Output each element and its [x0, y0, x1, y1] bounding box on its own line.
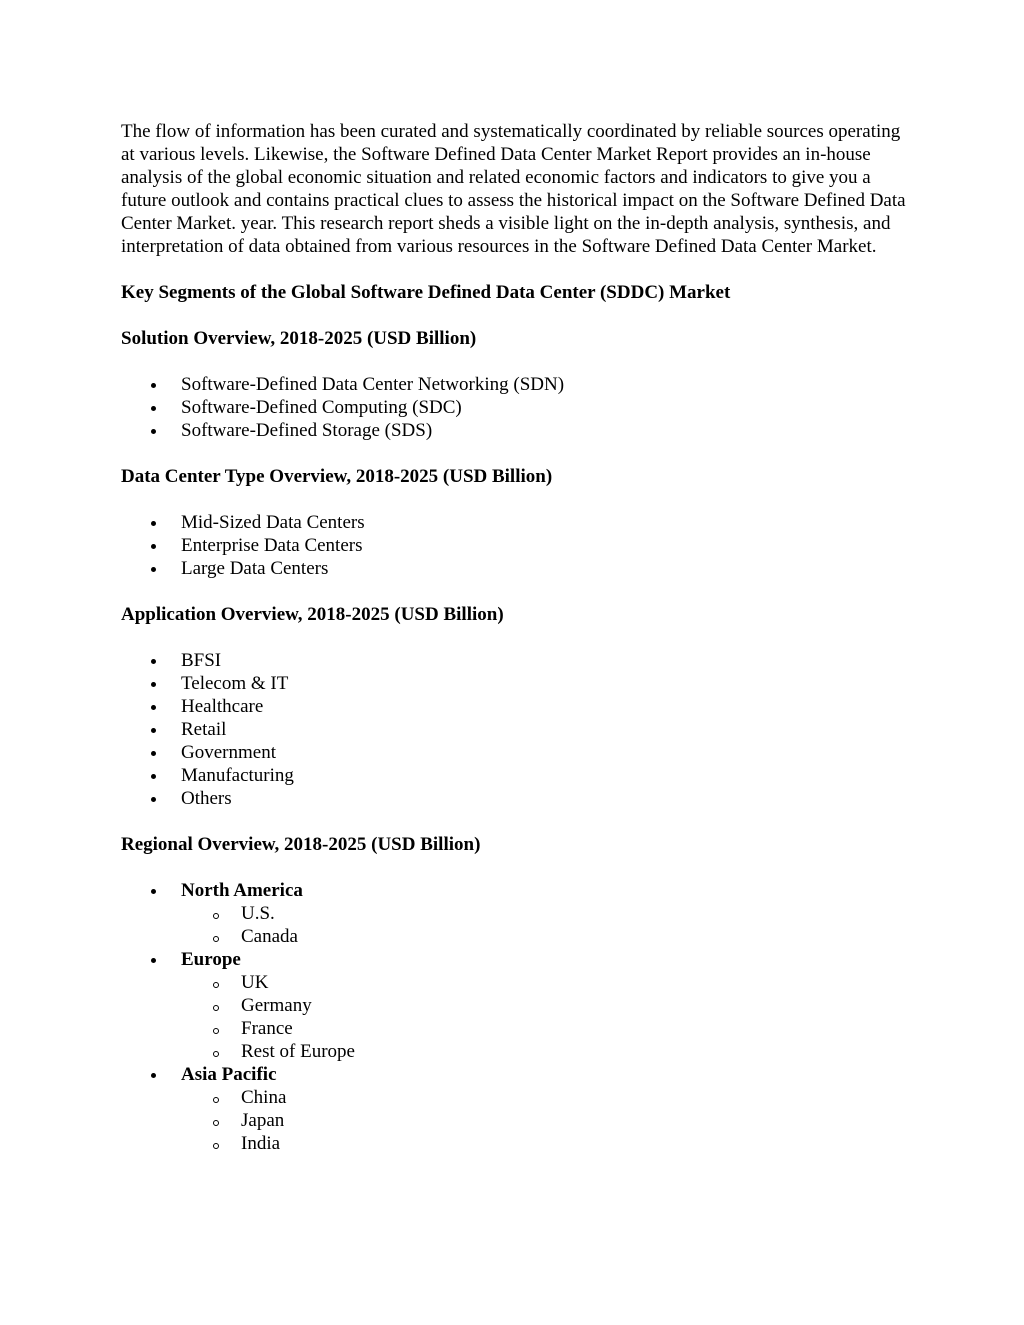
- bullet-icon: [151, 889, 156, 894]
- circle-bullet-icon: [213, 1005, 219, 1011]
- application-list: [121, 649, 911, 810]
- circle-bullet-icon: [213, 982, 219, 988]
- list-item: Canada: [181, 925, 911, 948]
- dc-type-list: [121, 511, 911, 580]
- dc-type-heading: Data Center Type Overview, 2018-2025 (USD Billion): [121, 466, 553, 487]
- list-item: China: [181, 1086, 911, 1109]
- list-item: Government: [121, 741, 911, 764]
- region-item-north-america: North America U.S. Canada: [121, 879, 911, 948]
- intro-paragraph: The flow of information has been curated and systematically coordinated by reliable sources operating at various levels. Likewise, the Software Defined Data Center Market Report provides an in-house analysis of the global economic situation and related economic factors and indicators to give you a future outlook and contains practical clues to assess the historical impact on the Software Defined Data Center Market. year. This research report sheds a visible light on the in-depth analysis, synthesis, and interpretation of data obtained from various resources in the Software Defined Data Center Market.: [121, 121, 906, 257]
- list-item: Enterprise Data Centers: [121, 534, 911, 557]
- bullet-icon: [151, 383, 156, 388]
- circle-bullet-icon: [213, 913, 219, 919]
- country-list: [181, 902, 911, 948]
- regional-list: [121, 879, 911, 1155]
- region-item-asia-pacific: Asia Pacific China Japan India: [121, 1063, 911, 1155]
- list-item: Healthcare: [121, 695, 911, 718]
- list-item: Rest of Europe: [181, 1040, 911, 1063]
- circle-bullet-icon: [213, 1051, 219, 1057]
- bullet-icon: [151, 544, 156, 549]
- list-item: UK: [181, 971, 911, 994]
- country-list: [181, 1086, 911, 1155]
- list-item: Germany: [181, 994, 911, 1017]
- bullet-icon: [151, 682, 156, 687]
- bullet-icon: [151, 705, 156, 710]
- list-item: Software-Defined Computing (SDC): [121, 396, 911, 419]
- document-body: [121, 120, 911, 1178]
- circle-bullet-icon: [213, 1120, 219, 1126]
- country-list: [181, 971, 911, 1063]
- list-item: BFSI: [121, 649, 911, 672]
- list-item: Large Data Centers: [121, 557, 911, 580]
- list-item: Software-Defined Storage (SDS): [121, 419, 911, 442]
- circle-bullet-icon: [213, 1028, 219, 1034]
- list-item: Others: [121, 787, 911, 810]
- bullet-icon: [151, 751, 156, 756]
- list-item: France: [181, 1017, 911, 1040]
- bullet-icon: [151, 567, 156, 572]
- bullet-icon: [151, 774, 156, 779]
- solution-list: [121, 373, 911, 442]
- list-item: Software-Defined Data Center Networking (SDN): [121, 373, 911, 396]
- region-item-europe: Europe UK Germany France Rest of Europe: [121, 948, 911, 1063]
- bullet-icon: [151, 429, 156, 434]
- list-item: U.S.: [181, 902, 911, 925]
- bullet-icon: [151, 521, 156, 526]
- solution-heading: Solution Overview, 2018-2025 (USD Billion): [121, 328, 477, 349]
- list-item: Telecom & IT: [121, 672, 911, 695]
- list-item: Retail: [121, 718, 911, 741]
- circle-bullet-icon: [213, 1097, 219, 1103]
- application-heading: Application Overview, 2018-2025 (USD Billion): [121, 604, 504, 625]
- list-item: India: [181, 1132, 911, 1155]
- bullet-icon: [151, 1073, 156, 1078]
- circle-bullet-icon: [213, 1143, 219, 1149]
- regional-heading: Regional Overview, 2018-2025 (USD Billion): [121, 834, 481, 855]
- bullet-icon: [151, 406, 156, 411]
- list-item: Japan: [181, 1109, 911, 1132]
- bullet-icon: [151, 797, 156, 802]
- bullet-icon: [151, 728, 156, 733]
- list-item: Manufacturing: [121, 764, 911, 787]
- bullet-icon: [151, 659, 156, 664]
- circle-bullet-icon: [213, 936, 219, 942]
- bullet-icon: [151, 958, 156, 963]
- key-segments-heading: Key Segments of the Global Software Defined Data Center (SDDC) Market: [121, 282, 731, 303]
- list-item: Mid-Sized Data Centers: [121, 511, 911, 534]
